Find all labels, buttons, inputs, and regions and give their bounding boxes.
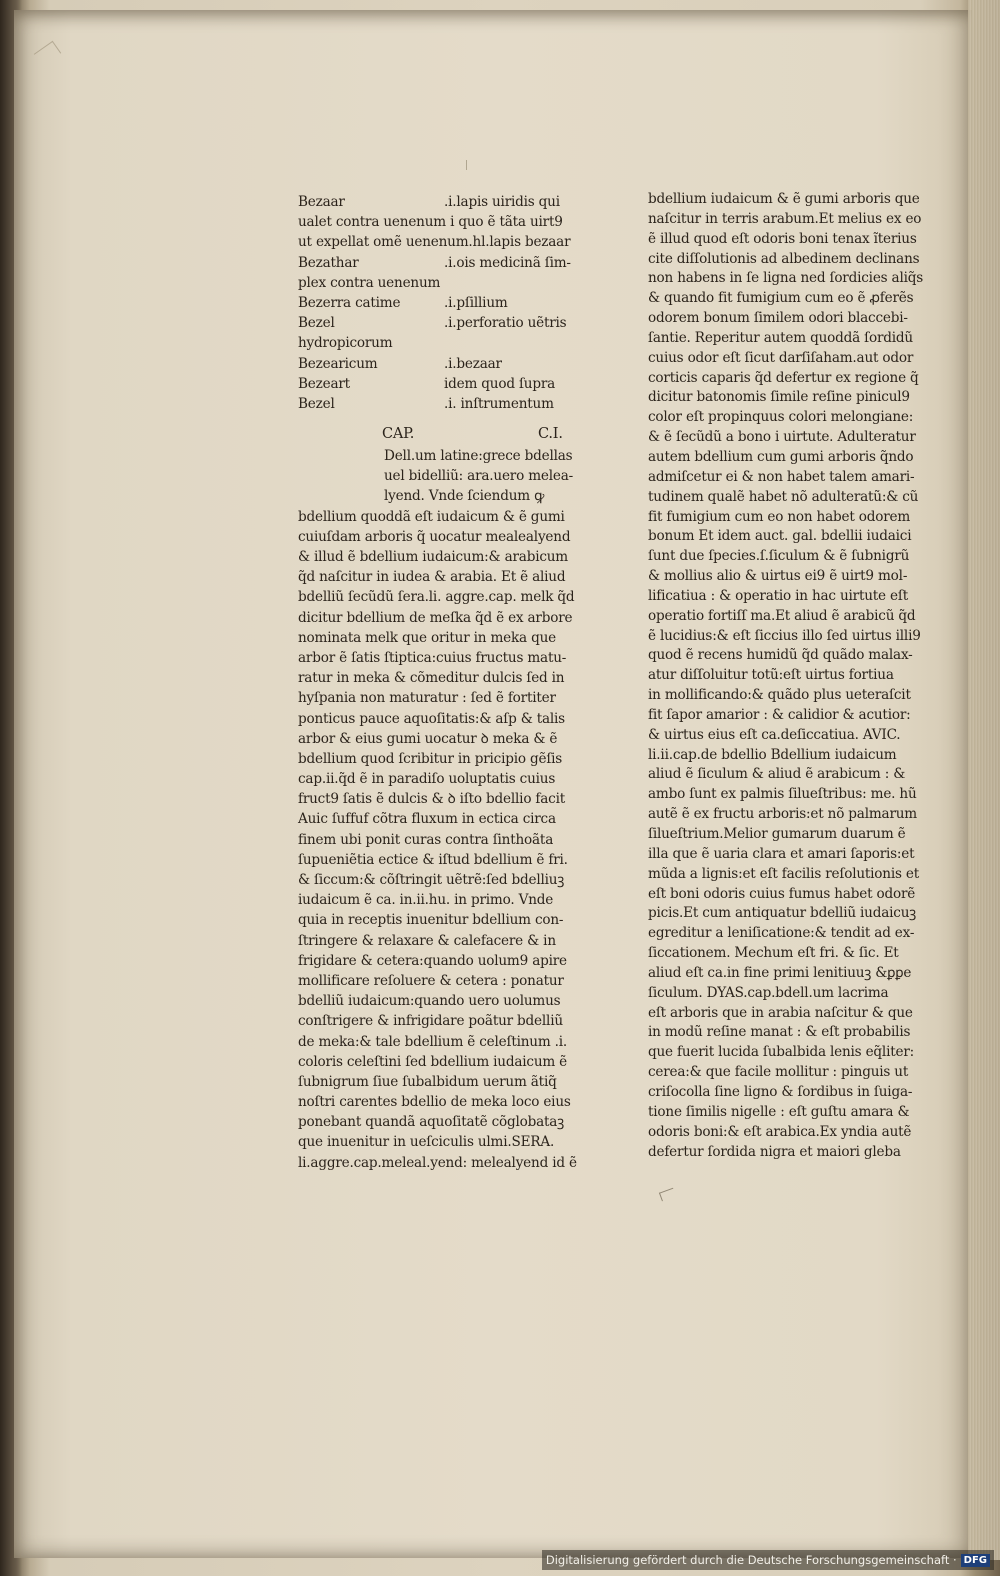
text-line: eſt arboris que in arabia naſcitur & que <box>648 1004 913 1021</box>
chapter-heading <box>298 420 570 446</box>
text-line: noſtri carentes bdellio de meka loco eius <box>298 1094 571 1111</box>
text-line: bdelliũ ſecũdũ ſera.li. aggre.cap. melk q̃d <box>298 589 575 606</box>
glossary-definition: .i.bezaar <box>444 355 502 372</box>
text-line: plex contra uenenum <box>298 274 441 291</box>
text-line: ſiccationem. Mechum eſt fri. & ſic. Et <box>648 945 899 962</box>
text-line: operatio fortiſſ ma.Et aliud ẽ arabicũ q̃d <box>648 607 916 624</box>
text-line: quod ẽ recens humidũ q̃d quãdo malax- <box>648 647 913 664</box>
text-line: & ſiccum:& cõſtringit uẽtrẽ:ſed bdelliuꝫ <box>298 872 565 888</box>
text-line: & quando fit fumigium cum eo ẽ ꝓferẽs <box>648 290 914 307</box>
text-line: autẽ ẽ ex fructu arboris:et nõ palmarum <box>648 806 917 823</box>
text-line: autem bdellium cum gumi arboris q̃ndo <box>648 448 914 465</box>
glossary-definition: .i.lapis uiridis qui <box>444 194 560 210</box>
text-line: bdelliũ iudaicum:quando uero uolumus <box>298 993 561 1010</box>
text-line: cerea:& que facile mollitur : pinguis ut <box>648 1064 909 1081</box>
text-line: fit ſapor amarior : & calidior & acutior: <box>648 706 911 723</box>
text-line: odorem bonum ſimilem odori blaccebi- <box>648 310 908 327</box>
text-line: ſunt due ſpecies.ſ.ſiculum & ẽ ſubnigrũ <box>648 548 910 565</box>
text-line: color eſt propinquus colori melongiane: <box>648 409 914 426</box>
digitization-footer <box>542 1550 994 1570</box>
text-line: aliud ẽ ſiculum & aliud ẽ arabicum : & <box>648 766 906 783</box>
text-line: & uirtus eius eſt ca.deſiccatiua. AVIC. <box>648 726 901 743</box>
text-line: mollificare reſoluere & cetera : ponatur <box>298 972 564 989</box>
text-line: eſt boni odoris cuius fumus habet odorẽ <box>648 885 916 902</box>
text-line: in mollificando:& quãdo plus ueteraſcit <box>648 687 911 704</box>
text-line: ſantie. Reperitur autem quoddã ſordidũ <box>648 329 913 346</box>
footer-text: Digitalisierung gefördert durch die Deutsche Forschungsgemeinschaft · <box>545 1553 957 1567</box>
blank-initial-space <box>304 446 378 504</box>
text-line: ſtringere & relaxare & calefacere & in <box>298 932 556 949</box>
text-line: ambo ſunt ex palmis ſilueſtribus: me. hũ <box>648 786 917 803</box>
glossary-entry <box>298 313 570 333</box>
text-line: tudinem qualẽ habet nõ adulteratũ:& cũ <box>648 488 919 505</box>
text-line: picis.Et cum antiquatur bdelliũ iudaicuꝫ <box>648 905 917 922</box>
text-line: lyend. Vnde ſciendum ꝙ <box>384 488 545 505</box>
ink-tick-mark <box>466 160 471 170</box>
corner-crease <box>34 41 61 66</box>
text-line: ut expellat omẽ uenenum.hl.lapis bezaar <box>298 234 571 251</box>
glossary-term: Bezel <box>298 315 335 332</box>
glossary-term: Bezearicum <box>298 355 378 372</box>
text-line: bdellium quoddã eſt iudaicum & ẽ gumi <box>298 508 565 525</box>
dfg-logo: DFG <box>961 1554 990 1567</box>
text-line: bdellium quod ſcribitur in pricipio gẽſis <box>298 750 563 767</box>
glossary-entry <box>298 192 570 212</box>
text-line: cuius odor eſt ſicut darſiſaham.aut odor <box>648 349 914 366</box>
text-line: li.aggre.cap.meleal.yend: melealyend id ẽ <box>298 1154 577 1171</box>
text-line: ſupueniẽtia ectice & iſtud bdellium ẽ fri. <box>298 851 568 868</box>
text-line: fit fumigium cum eo non habet odorem <box>648 508 911 525</box>
text-line: ẽ illud quod eſt odoris boni tenax ĩterius <box>648 230 917 247</box>
glossary-definition: .i. inſtrumentum <box>444 395 554 412</box>
text-line: arbor & eius gumi uocatur ꝺ meka & ẽ <box>298 730 558 747</box>
text-line: conſtrigere & infrigidare poãtur bdelliũ <box>298 1013 563 1030</box>
text-line: cuiuſdam arboris q̃ uocatur mealealyend <box>298 528 571 545</box>
glossary-definition: .i.pſillium <box>444 294 508 311</box>
text-line: mũda a lignis:et eſt facilis reſolutionis et <box>648 865 919 882</box>
text-line: iudaicum ẽ ca. in.ii.hu. in primo. Vnde <box>298 892 554 909</box>
text-line: admiſcetur ei & non habet talem amari- <box>648 468 915 485</box>
text-line: dicitur bdellium de meſka q̃d ẽ ex arbore <box>298 609 573 626</box>
text-line: frigidare & cetera:quando uolum9 apire <box>298 952 567 969</box>
glossary-entry <box>298 253 570 273</box>
initial-block <box>298 446 574 507</box>
glossary-definition: idem quod ſupra <box>444 375 556 392</box>
glossary-entry <box>298 394 570 414</box>
text-line: & mollius alio & uirtus ei9 ẽ uirt9 mol- <box>648 568 908 585</box>
glossary-term: Bezeart <box>298 375 350 392</box>
glossary-term: Bezel <box>298 395 335 412</box>
text-line: finem ubi ponit curas contra ſinthoãta <box>298 831 554 848</box>
text-line: li.ii.cap.de bdellio Bdellium iudaicum <box>648 746 897 763</box>
text-line: odoris boni:& eſt arabica.Ex yndia autẽ <box>648 1123 912 1140</box>
chapter-number: C.I. <box>538 426 563 443</box>
text-line: fruct9 ſatis ẽ dulcis & ꝺ iſto bdellio facit <box>298 791 565 808</box>
right-text-column <box>648 190 924 1162</box>
text-line: arbor ẽ ſatis ſtiptica:cuius fructus matu- <box>298 649 567 666</box>
text-line: de meka:& tale bdellium ẽ celeſtinum .i. <box>298 1033 568 1050</box>
text-line: quia in receptis inuenitur bdellium con- <box>298 912 564 929</box>
text-line: dicitur batonomis ſimile reſine pinicul9 <box>648 389 910 406</box>
text-line: egreditur a leniſicatione:& tendit ad ex- <box>648 925 915 942</box>
glossary-term: Bezathar <box>298 254 359 271</box>
text-line: ponebant quandã aquoſitatẽ cõglobataꝫ <box>298 1114 564 1131</box>
text-line: q̃d naſcitur in iudea & arabia. Et ẽ aliud <box>298 569 566 586</box>
glossary-entry <box>298 354 570 374</box>
text-line: nominata melk que oritur in meka que <box>298 629 556 646</box>
text-line: coloris celeſtini ſed bdellium iudaicum ẽ <box>298 1053 568 1070</box>
glossary-term: Bezaar <box>298 194 345 210</box>
text-line: Dell.um latine:grece bdellas <box>384 448 573 465</box>
glossary-term: Bezerra catime <box>298 294 401 311</box>
text-line: aliud eſt ca.in fine primi lenitiuuꝫ &ꝑꝑe <box>648 964 912 981</box>
text-line: & illud ẽ bdellium iudaicum:& arabicum <box>298 549 568 565</box>
left-text-column <box>298 192 577 1173</box>
text-line: ſiculum. DYAS.cap.bdell.um lacrima <box>648 984 889 1001</box>
text-line: que inuenitur in ueſciculis ulmi.SERA. <box>298 1134 555 1151</box>
text-line: ualet contra uenenum i quo ẽ tãta uirt9 <box>298 214 563 231</box>
text-line: uel bidelliũ: ara.uero melea- <box>384 468 574 485</box>
text-line: cap.ii.q̃d ẽ in paradiſo uoluptatis cuius <box>298 771 556 788</box>
text-line: defertur ſordida nigra et maiori gleba <box>648 1143 901 1160</box>
text-line: ſilueſtrium.Melior gumarum duarum ẽ <box>648 826 906 842</box>
text-line: bdellium iudaicum & ẽ gumi arboris que <box>648 191 920 207</box>
text-line: & ẽ ſecũdũ a bono i uirtute. Adulteratur <box>648 429 916 446</box>
text-line: tione ſimilis nigelle : eſt guſtu amara & <box>648 1103 910 1120</box>
text-line: ponticus pauce aquoſitatis:& aſp & talis <box>298 710 565 727</box>
text-line: corticis caparis q̃d defertur ex regione q̃ <box>648 369 919 386</box>
text-line: ẽ lucidius:& eſt ſiccius illo ſed uirtus illi9 <box>648 627 921 644</box>
text-line: in modũ reſine manat : & eſt probabilis <box>648 1024 911 1041</box>
glossary-definition: .i.perforatio uẽtris <box>444 315 567 332</box>
text-line: naſcitur in terris arabum.Et melius ex eo <box>648 210 922 227</box>
text-line: illa que ẽ uaria clara et amari ſaporis:et <box>648 845 915 862</box>
text-line: cite diſſolutionis ad albedinem declinans <box>648 250 920 267</box>
text-line: Auic ſuffuf cõtra fluxum in ectica circa <box>298 811 556 828</box>
glossary-entry <box>298 293 570 313</box>
text-line: que fuerit lucida ſubalbida lenis eq̃liter: <box>648 1044 915 1061</box>
text-line: ſubnigrum ſiue ſubalbidum uerum ãtiq̃ <box>298 1073 557 1090</box>
text-line: ratur in meka & cõmeditur dulcis ſed in <box>298 670 565 687</box>
glossary-entry <box>298 374 570 394</box>
text-line: lificatiua : & operatio in hac uirtute eſt <box>648 587 908 604</box>
text-line: criſocolla ſine ligno & ſordibus in ſuiga- <box>648 1083 913 1100</box>
text-line: non habens in ſe ligna ned ſordicies aliq̃s <box>648 270 924 287</box>
page-fore-edge <box>968 0 1000 1560</box>
chapter-label: CAP. <box>382 426 415 443</box>
glossary-definition: .i.ois medicinã ſim- <box>444 254 571 271</box>
text-line: atur diſſoluitur totũ:eſt uirtus fortiua <box>648 667 894 684</box>
text-line: hyſpania non maturatur : ſed ẽ fortiter <box>298 690 556 707</box>
text-line: hydropicorum <box>298 335 393 352</box>
text-line: bonum Et idem auct. gal. bdellii iudaici <box>648 528 912 545</box>
